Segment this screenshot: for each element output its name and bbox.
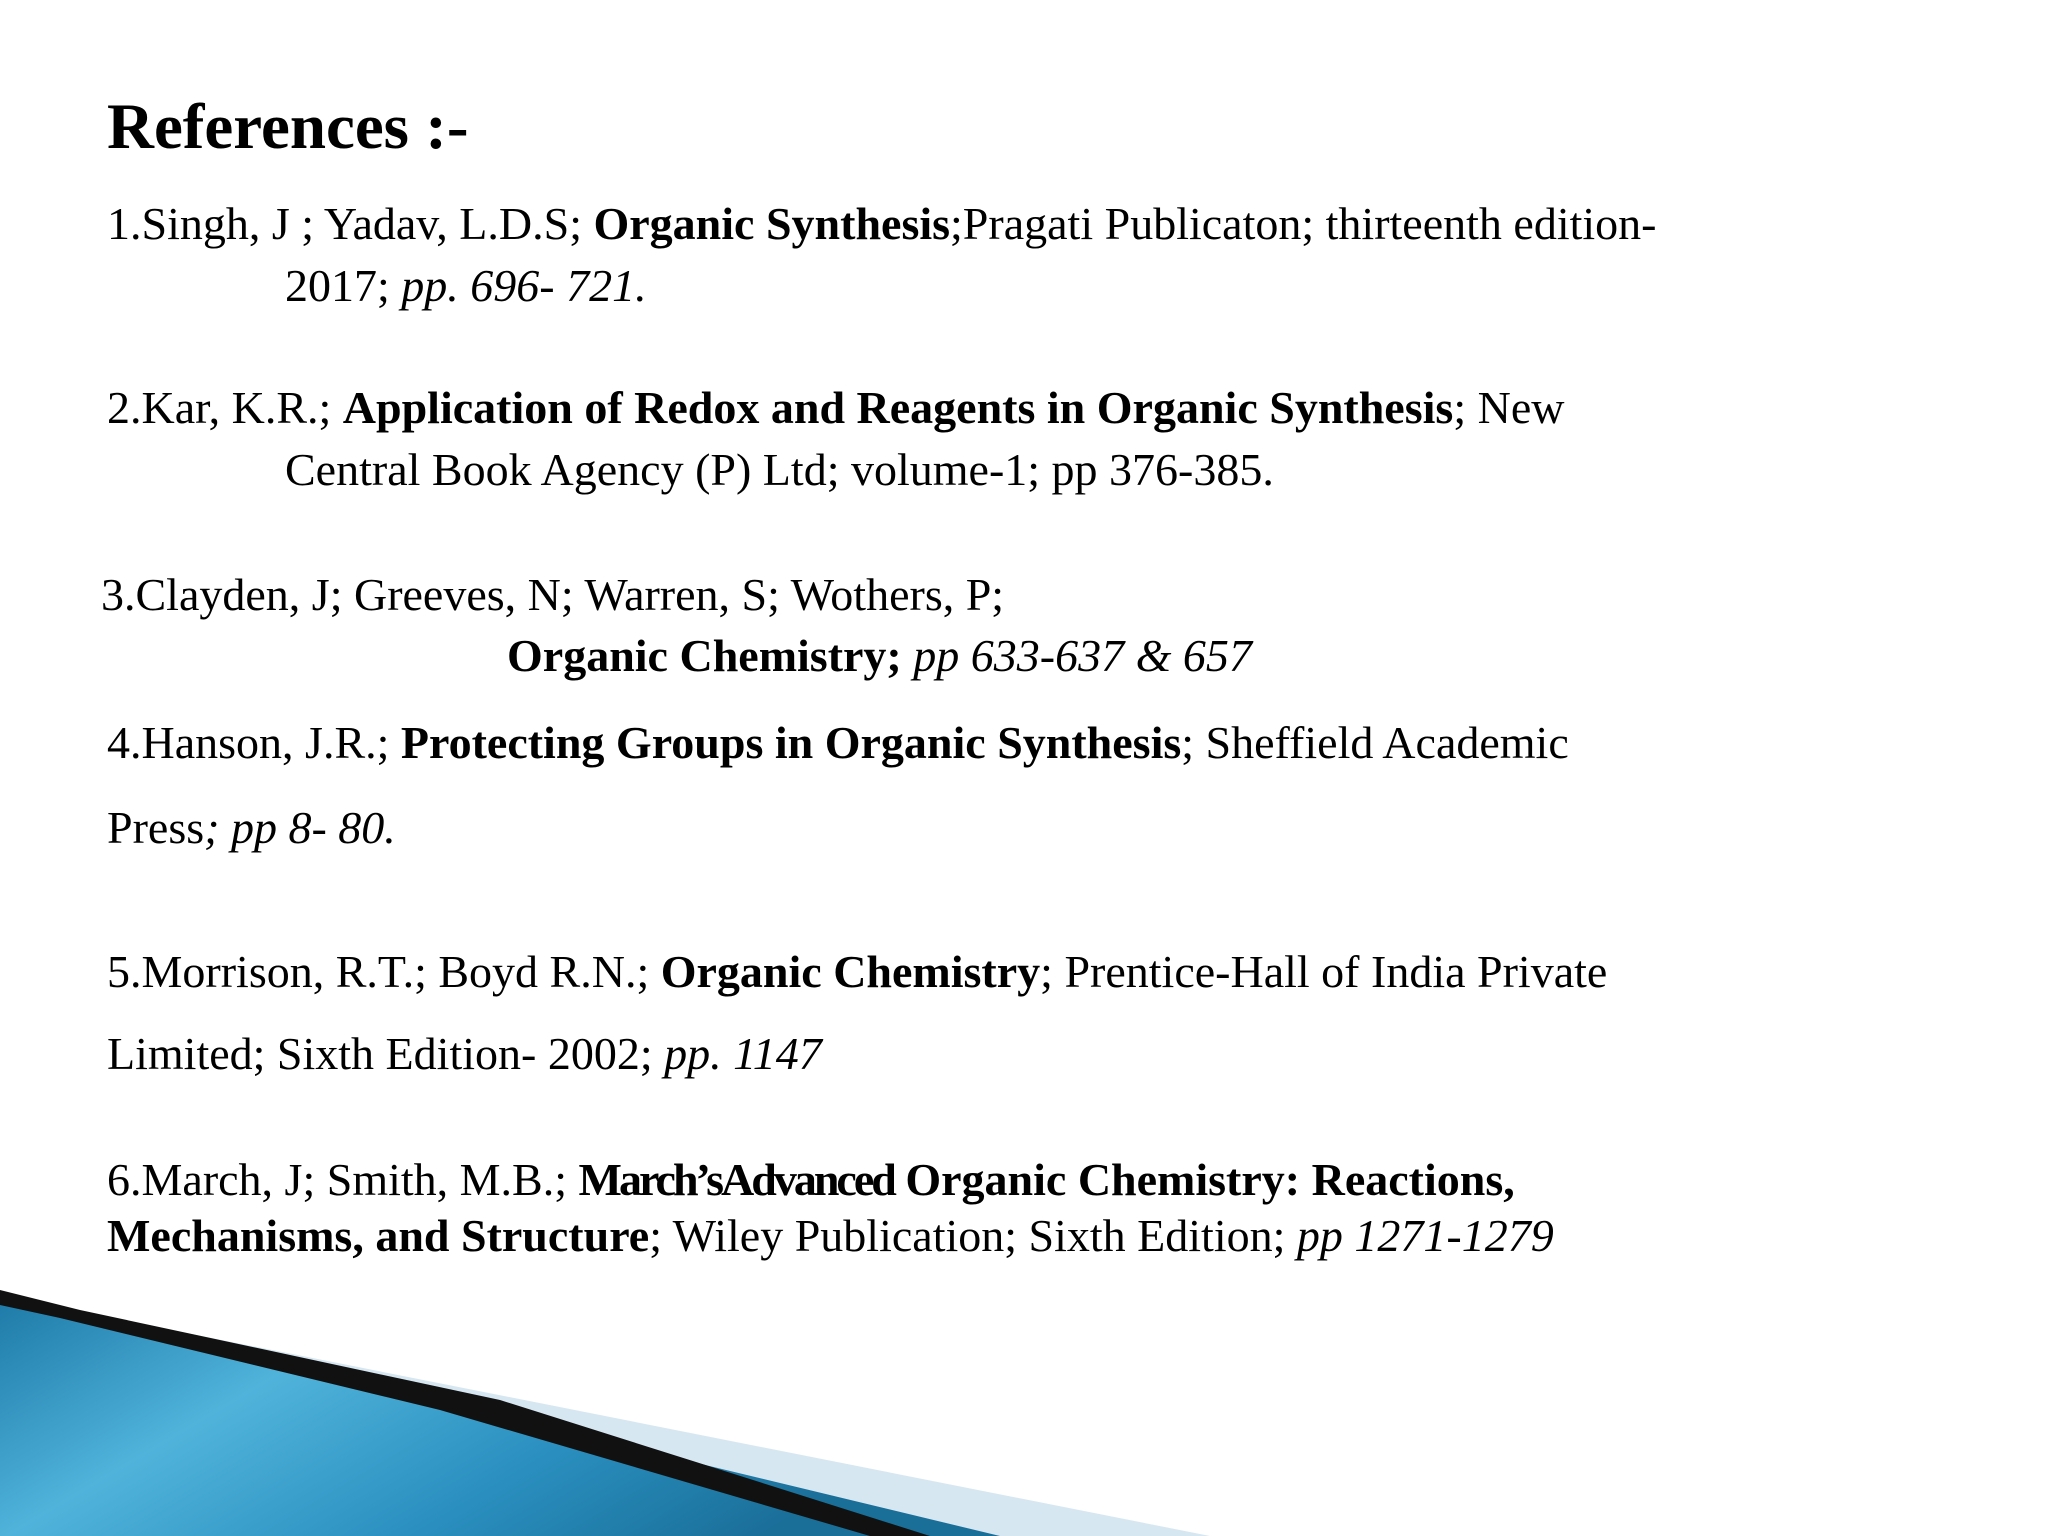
reference-5-publisher-end: Limited; Sixth Edition- 2002; xyxy=(107,1028,665,1079)
reference-3-book-title: Organic Chemistry; xyxy=(507,630,914,681)
reference-5-pages: pp. 1147 xyxy=(664,1028,822,1079)
reference-1-publisher: ;Pragati Publicaton; thirteenth edition- xyxy=(950,198,1657,249)
reference-5-line-2 xyxy=(107,1024,822,1084)
reference-5-authors: 5.Morrison, R.T.; Boyd R.N.; xyxy=(107,946,661,997)
reference-1-authors: 1.Singh, J ; Yadav, L.D.S; xyxy=(107,198,594,249)
reference-6-pages: pp 1271-1279 xyxy=(1296,1210,1554,1261)
reference-5-book-title: Organic Chemistry xyxy=(660,946,1041,997)
slide-title: References :- xyxy=(107,91,469,163)
reference-4-publisher-end: Press xyxy=(107,802,205,853)
reference-4-line-1 xyxy=(107,713,1569,773)
reference-3-authors: 3.Clayden, J; Greeves, N; Warren, S; Wothers, P; xyxy=(101,569,1005,620)
reference-4-pages: ; pp 8- 80. xyxy=(204,802,396,853)
reference-6-line-2 xyxy=(107,1206,1554,1266)
reference-2-publisher-start: ; New xyxy=(1453,382,1565,433)
reference-1-line-2 xyxy=(285,256,647,316)
swoosh-pale-band xyxy=(0,1296,1210,1536)
reference-3-pages: pp 633-637 & 657 xyxy=(913,630,1252,681)
reference-6-book-title-start: March’sAdvanced xyxy=(578,1154,894,1205)
reference-6-publisher: ; Wiley Publication; Sixth Edition; xyxy=(649,1210,1297,1261)
reference-1-year: 2017; xyxy=(285,260,402,311)
reference-3-line-2 xyxy=(507,626,1252,686)
reference-5-line-1 xyxy=(107,942,1607,1002)
reference-4-book-title: Protecting Groups in Organic Synthesis xyxy=(400,717,1182,768)
reference-6-book-title-middle: Organic Chemistry: Reactions, xyxy=(893,1154,1515,1205)
reference-2-authors: 2.Kar, K.R.; xyxy=(107,382,343,433)
reference-1-book-title: Organic Synthesis xyxy=(593,198,951,249)
reference-6-authors: 6.March, J; Smith, M.B.; xyxy=(107,1154,579,1205)
swoosh-blue-band xyxy=(0,1298,1000,1536)
reference-1-line-1 xyxy=(107,194,1657,254)
reference-3-line-1 xyxy=(101,565,1004,625)
reference-4-line-2 xyxy=(107,798,396,858)
reference-2-publisher-details: Central Book Agency (P) Ltd; volume-1; pp 376-385. xyxy=(285,444,1274,495)
reference-4-publisher-start: ; Sheffield Academic xyxy=(1181,717,1569,768)
reference-6-line-1 xyxy=(107,1150,1515,1210)
reference-6-book-title-end: Mechanisms, and Structure xyxy=(107,1210,650,1261)
reference-5-publisher-start: ; Prentice-Hall of India Private xyxy=(1040,946,1608,997)
reference-4-authors: 4.Hanson, J.R.; xyxy=(107,717,401,768)
reference-2-line-1 xyxy=(107,378,1564,438)
reference-1-pages: pp. 696- 721. xyxy=(401,260,647,311)
reference-2-line-2 xyxy=(285,440,1274,500)
reference-2-book-title: Application of Redox and Reagents in Organic Synthesis xyxy=(342,382,1454,433)
swoosh-dark-stripe xyxy=(0,1290,930,1536)
